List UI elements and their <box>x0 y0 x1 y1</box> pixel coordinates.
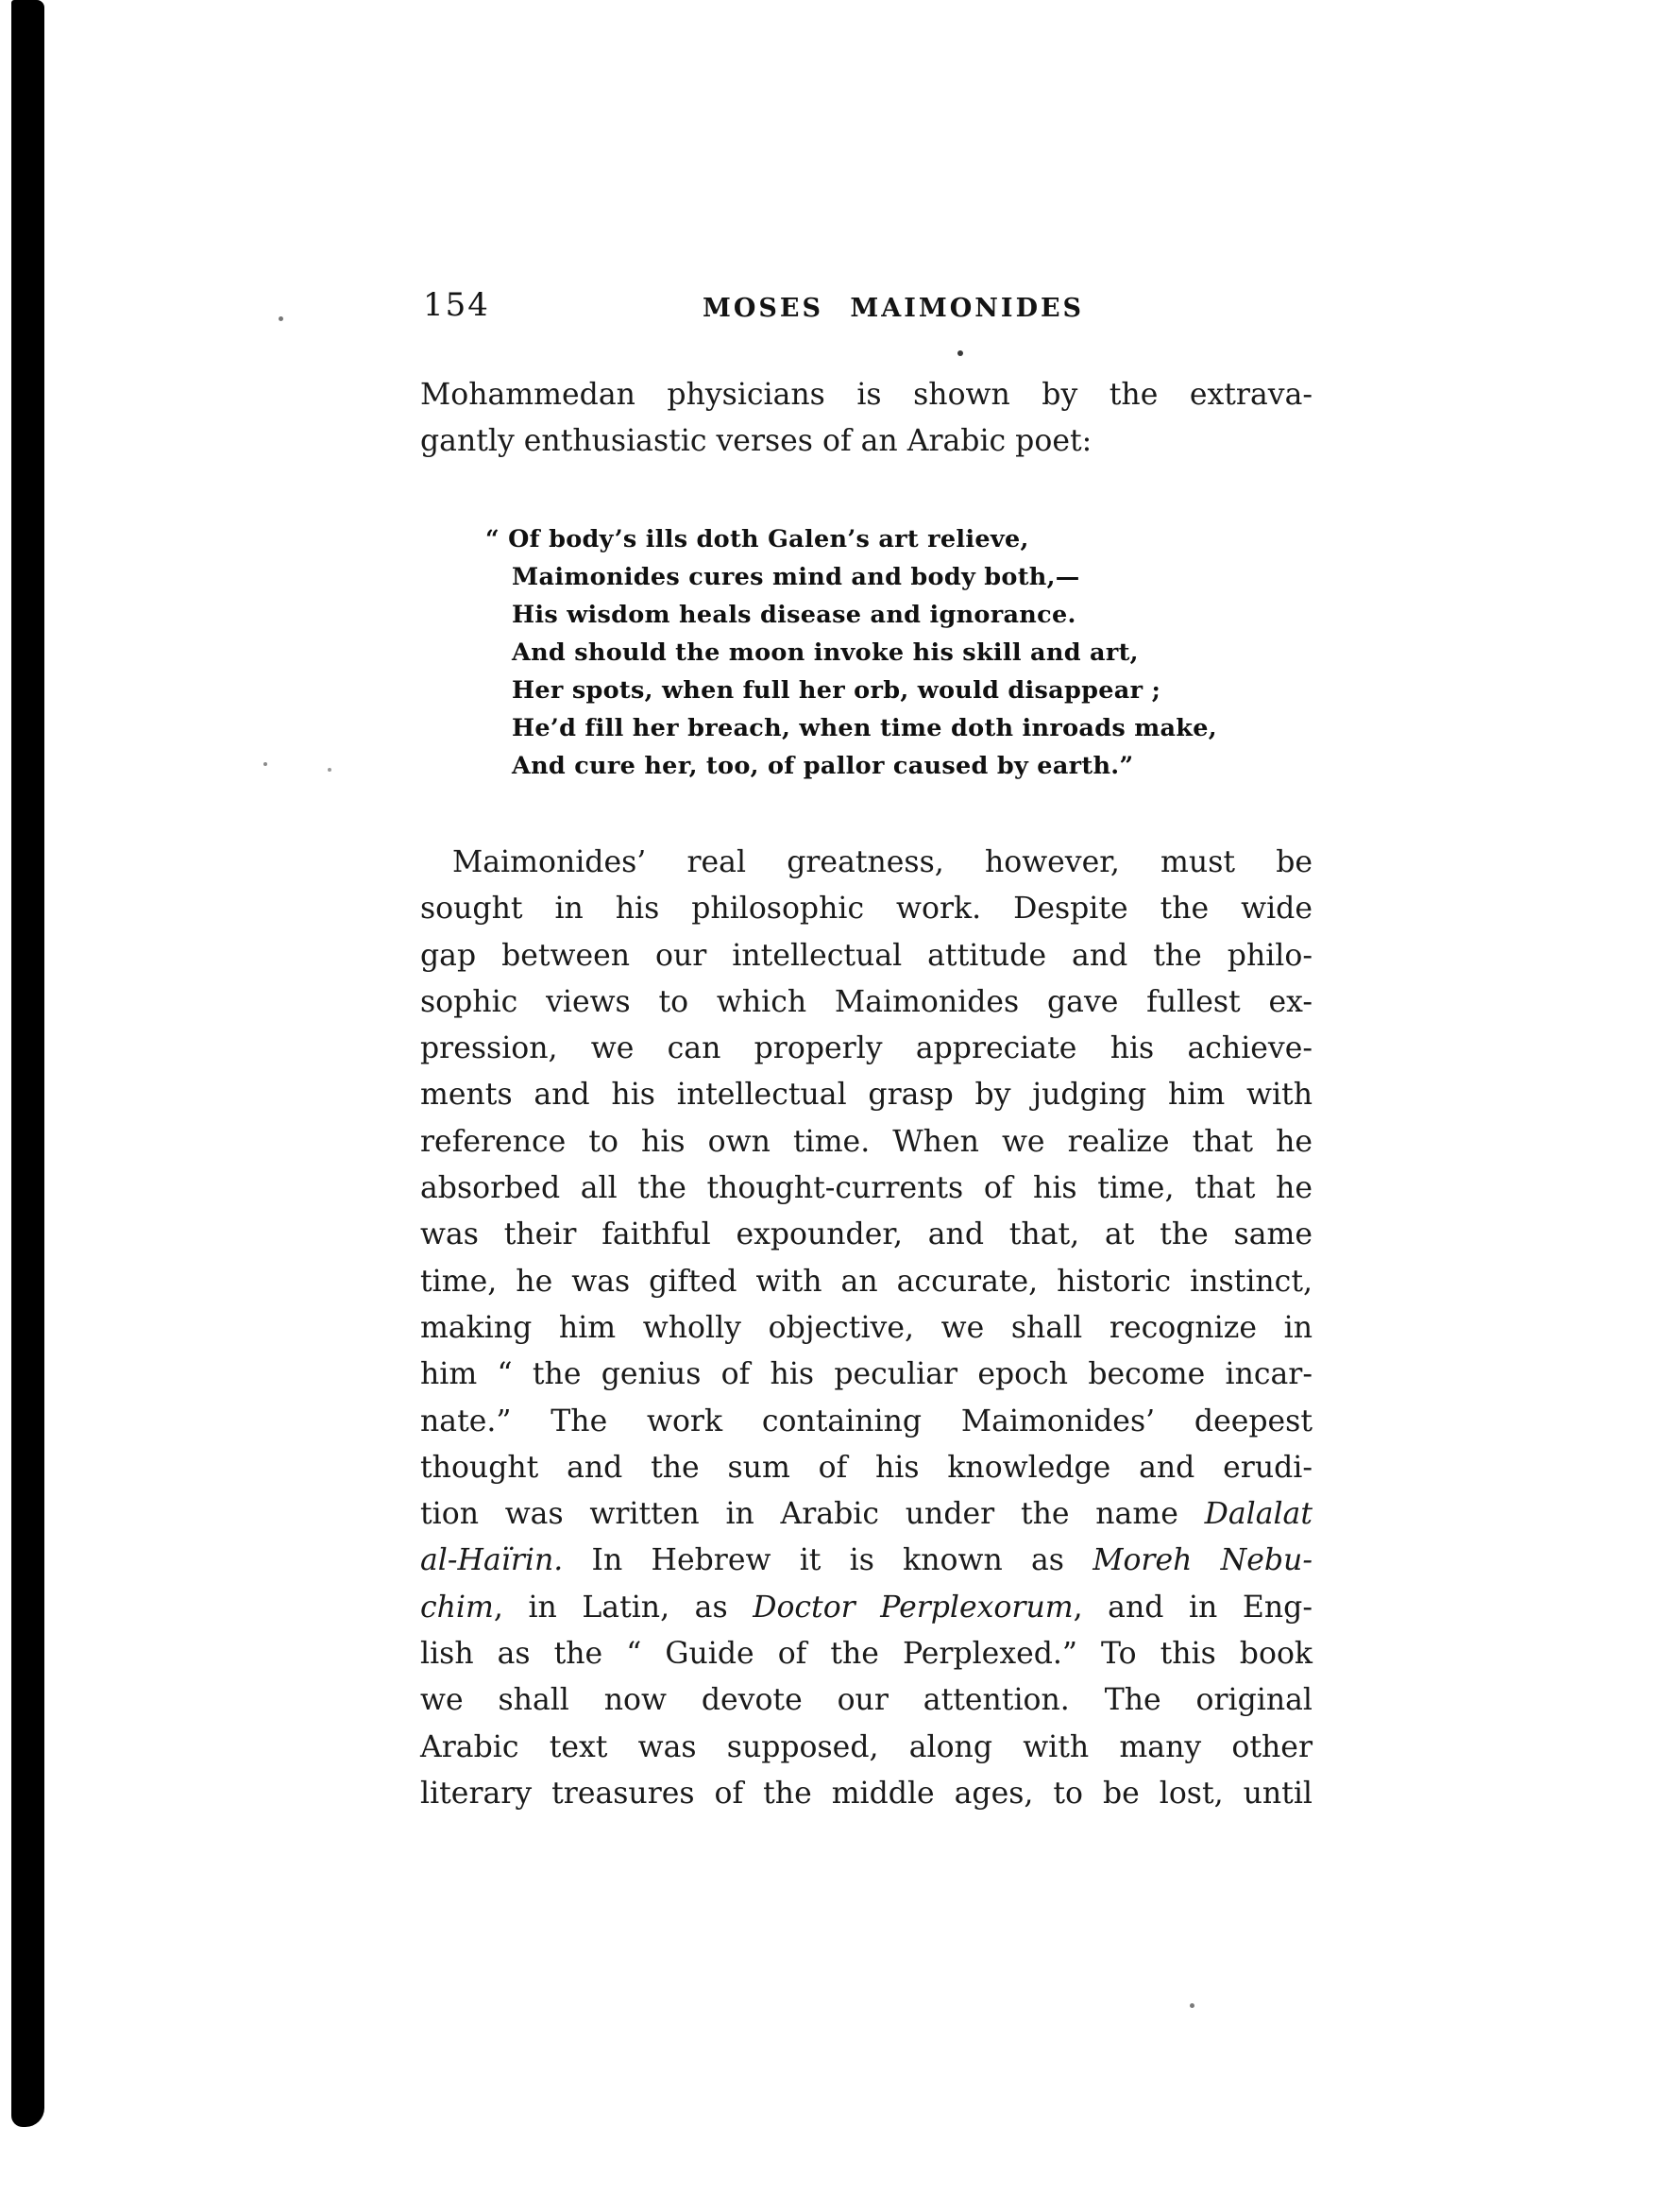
text-line: reference to his own time. When we realize that he <box>420 1124 1313 1159</box>
text-line: was their faithful expounder, and that, at the same <box>420 1217 1313 1252</box>
text-line: we shall now devote our attention. The original <box>420 1683 1313 1718</box>
text-line: Arabic text was supposed, along with many other <box>420 1729 1313 1764</box>
poem-line: And cure her, too, of pallor caused by earth.” <box>512 752 1134 780</box>
main-paragraph <box>420 840 1313 1817</box>
text-line: him “ the genius of his peculiar epoch become incar- <box>420 1357 1313 1392</box>
text-line: thought and the sum of his knowledge and erudi- <box>420 1450 1313 1485</box>
text-line: Mohammedan physicians is shown by the extrava- <box>420 378 1313 412</box>
poem-line: His wisdom heals disease and ignorance. <box>512 601 1076 629</box>
page-number: 154 <box>423 286 490 324</box>
text-line <box>420 1491 1313 1538</box>
text-line: making him wholly objective, we shall recognize in <box>420 1310 1313 1345</box>
scan-gutter-bar <box>11 0 44 2127</box>
text-line: gantly enthusiastic verses of an Arabic poet: <box>420 424 1093 458</box>
ink-speck <box>957 350 963 356</box>
text-segment: , in Latin, as <box>493 1590 754 1625</box>
text-line: sophic views to which Maimonides gave fullest ex- <box>420 984 1313 1019</box>
text-line: Maimonides’ real greatness, however, must be <box>452 845 1313 879</box>
book-title-italic: al-Haïrin. <box>420 1543 564 1578</box>
book-title-italic: chim <box>420 1590 494 1625</box>
poem-blockquote <box>485 520 1217 785</box>
ink-speck <box>1190 2003 1194 2008</box>
intro-paragraph <box>420 372 1313 465</box>
text-line: lish as the “ Guide of the Perplexed.” To this book <box>420 1637 1313 1672</box>
ink-speck <box>263 762 267 766</box>
ink-speck <box>328 768 331 772</box>
text-line: ments and his intellectual grasp by judging him with <box>420 1078 1313 1113</box>
running-header: MOSES MAIMONIDES <box>703 294 1085 323</box>
text-line: sought in his philosophic work. Despite the wide <box>420 892 1313 927</box>
poem-line: Her spots, when full her orb, would disappear ; <box>512 676 1161 705</box>
text-line: time, he was gifted with an accurate, historic instinct, <box>420 1264 1313 1299</box>
text-line: literary treasures of the middle ages, to be lost, until <box>420 1776 1313 1811</box>
text-line <box>420 1585 1313 1631</box>
poem-line: And should the moon invoke his skill and art, <box>512 638 1139 667</box>
text-segment: , and in Eng- <box>1073 1590 1313 1625</box>
text-line <box>420 1538 1313 1584</box>
ink-speck <box>279 316 283 321</box>
poem-line: He’d fill her breach, when time doth inroads make, <box>512 714 1217 742</box>
text-line: nate.” The work containing Maimonides’ deepest <box>420 1404 1313 1438</box>
book-title-italic: Dalalat <box>1204 1497 1313 1532</box>
text-line: absorbed all the thought-currents of his time, that he <box>420 1171 1313 1206</box>
text-line: gap between our intellectual attitude and the philo- <box>420 938 1313 973</box>
text-line: pression, we can properly appreciate his achieve- <box>420 1031 1313 1066</box>
poem-line: “ Of body’s ills doth Galen’s art relieve, <box>485 525 1029 553</box>
book-title-italic: Doctor Perplexorum <box>753 1590 1074 1625</box>
book-title-italic: Moreh Nebu- <box>1093 1543 1313 1578</box>
poem-line: Maimonides cures mind and body both,— <box>512 563 1080 591</box>
text-segment: tion was written in Arabic under the name <box>420 1497 1205 1532</box>
text-segment: In Hebrew it is known as <box>563 1543 1093 1578</box>
